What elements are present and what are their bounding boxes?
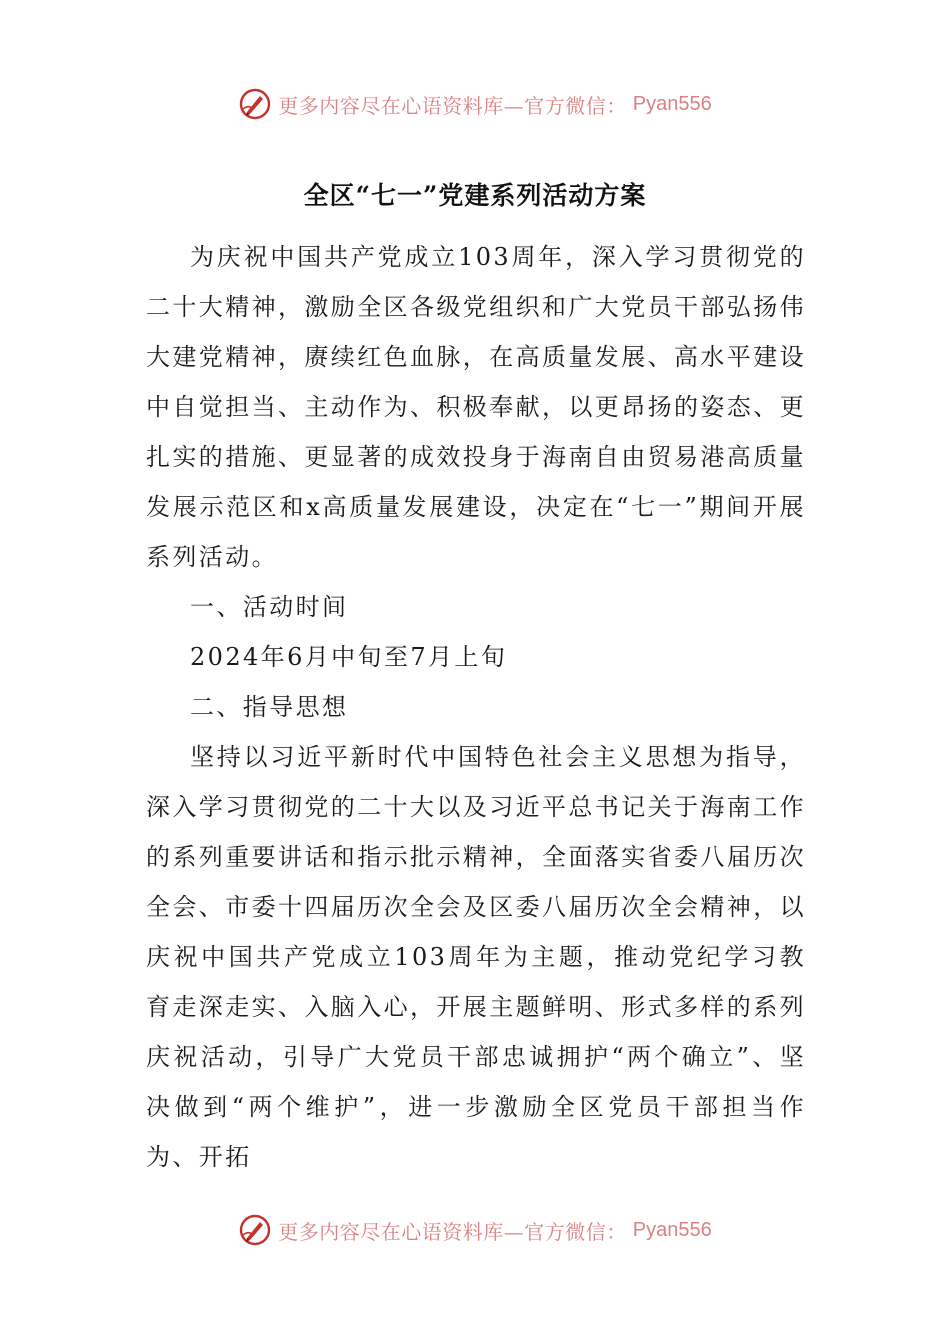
document-title: 全区“七一”党建系列活动方案 — [303, 181, 647, 210]
document-body — [146, 232, 806, 1182]
paragraph-activity-time: 2024年6月中旬至7月上旬 — [190, 643, 508, 671]
footer-watermark — [0, 1210, 950, 1250]
paragraph-intro: 为庆祝中国共产党成立103周年，深入学习贯彻党的二十大精神，激励全区各级党组织和广大党员干部弘扬伟大建党精神，赓续红色血脉，在高质量发展、高水平建设中自觉担当、主动作为、积极奉献，以更昂扬的姿态、更扎实的措施、更显著的成效投身于海南自由贸易港高质量发展示范区和x高质量发展建设，决定在“七一”期间开展系列活动。 — [146, 243, 806, 571]
watermark-text: 更多内容尽在心语资料库—官方微信： — [278, 1219, 627, 1244]
watermark-wechat-id: Pyan556 — [632, 1218, 712, 1241]
watermark-wechat-id: Pyan556 — [632, 92, 712, 115]
watermark-text: 更多内容尽在心语资料库—官方微信： — [278, 93, 627, 118]
paragraph-guiding-ideology: 坚持以习近平新时代中国特色社会主义思想为指导，深入学习贯彻党的二十大以及习近平总书记关于海南工作的系列重要讲话和指示批示精神，全面落实省委八届历次全会、市委十四届历次全会及区委八届历次全会精神，以庆祝中国共产党成立103周年为主题，推动党纪学习教育走深走实、入脑入心，开展主题鲜明、形式多样的系列庆祝活动，引导广大党员干部忠诚拥护“两个确立”、坚决做到“两个维护”，进一步激励全区党员干部担当作为、开拓 — [146, 743, 806, 1171]
header-watermark — [0, 84, 950, 124]
section-heading-guiding-ideology: 二、指导思想 — [190, 693, 349, 721]
pen-logo-icon — [238, 87, 272, 121]
section-heading-activity-time: 一、活动时间 — [190, 593, 349, 621]
pen-logo-icon — [238, 1213, 272, 1247]
